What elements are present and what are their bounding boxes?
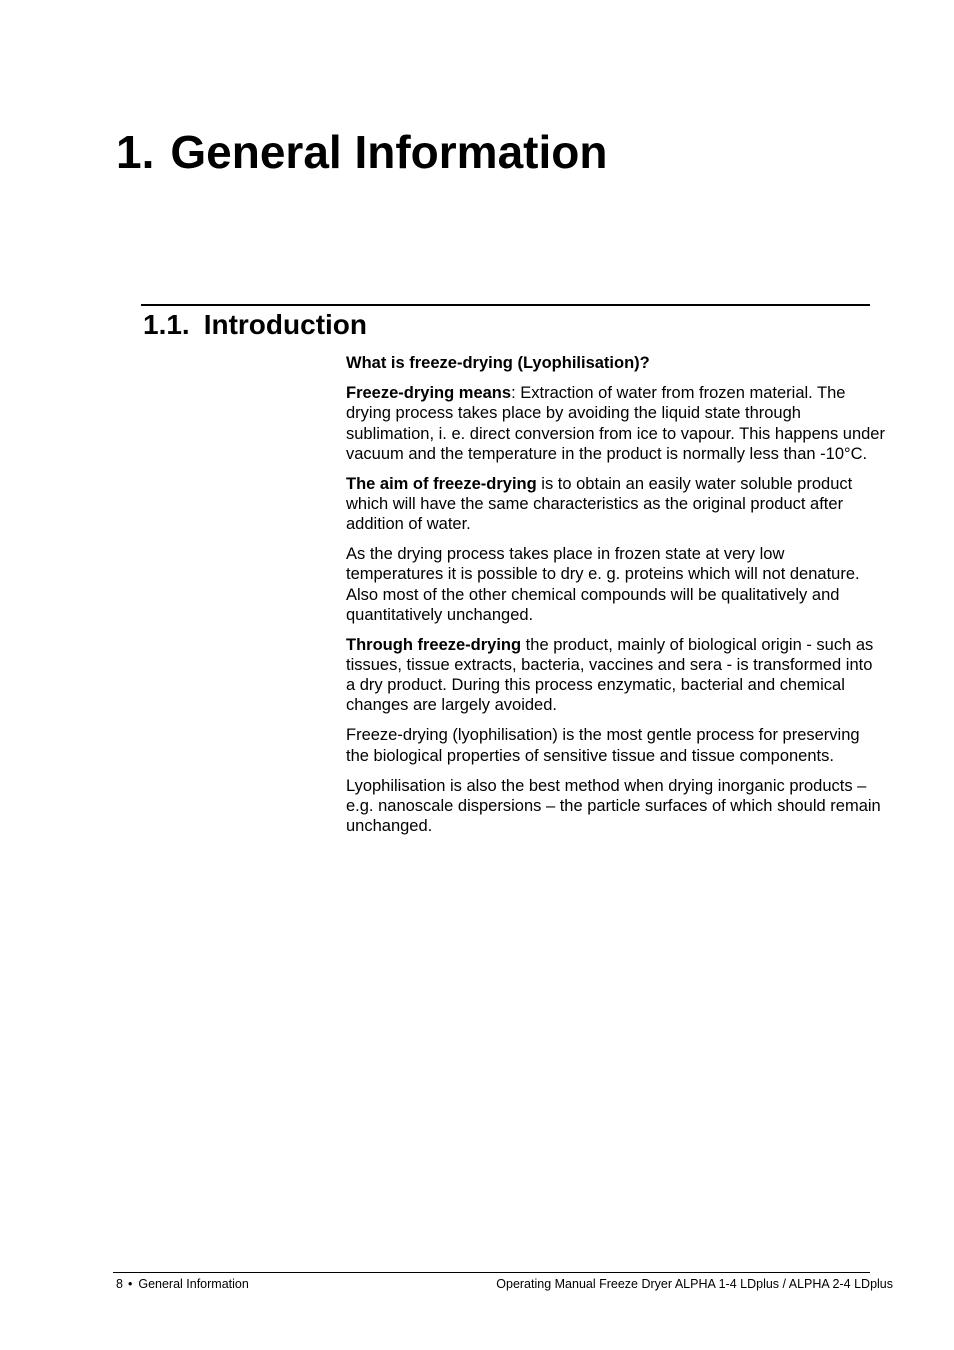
footer-manual-title: Operating Manual Freeze Dryer ALPHA 1-4 LDplus / ALPHA 2-4 LDplus bbox=[496, 1277, 893, 1291]
paragraph-through bbox=[346, 635, 886, 716]
section-title-text: Introduction bbox=[203, 309, 367, 340]
paragraph-definition bbox=[346, 383, 886, 464]
section-number: 1.1. bbox=[143, 309, 190, 340]
paragraph-definition-lead: Freeze-drying means bbox=[346, 384, 512, 403]
chapter-number: 1. bbox=[116, 126, 155, 178]
paragraph-inorganic: Lyophilisation is also the best method when drying inorganic products – e.g. nanoscale dispersions – the particle surfaces of which should remain unchanged. bbox=[346, 776, 881, 836]
paragraph-through-lead: Through freeze-drying bbox=[346, 635, 522, 654]
paragraph-gentle-process: Freeze-drying (lyophilisation) is the most gentle process for preserving the biological properties of sensitive tissue and tissue components. bbox=[346, 726, 860, 765]
footer-left bbox=[116, 1276, 249, 1292]
paragraph-aim-lead: The aim of freeze-drying bbox=[346, 474, 537, 493]
chapter-title-text: General Information bbox=[170, 126, 608, 178]
body-text bbox=[346, 353, 886, 846]
section-title bbox=[143, 307, 367, 343]
footer-chapter: General Information bbox=[138, 1277, 249, 1291]
page-number: 8 bbox=[116, 1277, 123, 1291]
paragraph-aim-text: is to obtain an easily water soluble product which will have the same characteristics as the original product after addition of water. bbox=[346, 474, 853, 534]
paragraph-low-temperature: As the drying process takes place in frozen state at very low temperatures it is possible to dry e. g. proteins which will not denature. Also most of the other chemical compounds will be qualitatively and quantitatively unchanged. bbox=[346, 545, 860, 624]
question-heading: What is freeze-drying (Lyophilisation)? bbox=[346, 354, 650, 372]
footer-divider bbox=[113, 1272, 870, 1273]
chapter-title bbox=[116, 122, 607, 182]
paragraph-definition-text: : Extraction of water from frozen material. The drying process takes place by avoiding the liquid state through sublimation, i. e. direct conversion from ice to vapour. This happens under vacuum and the temperature in the product is normally less than -10°C. bbox=[346, 384, 885, 463]
paragraph-through-text: the product, mainly of biological origin - such as tissues, tissue extracts, bacteria, vaccines and sera - is transformed into a dry product. During this process enzymatic, bacterial and chemical changes are largely avoided. bbox=[346, 635, 874, 715]
section-divider bbox=[141, 304, 870, 306]
footer-bullet: • bbox=[127, 1277, 133, 1291]
paragraph-aim bbox=[346, 474, 886, 535]
